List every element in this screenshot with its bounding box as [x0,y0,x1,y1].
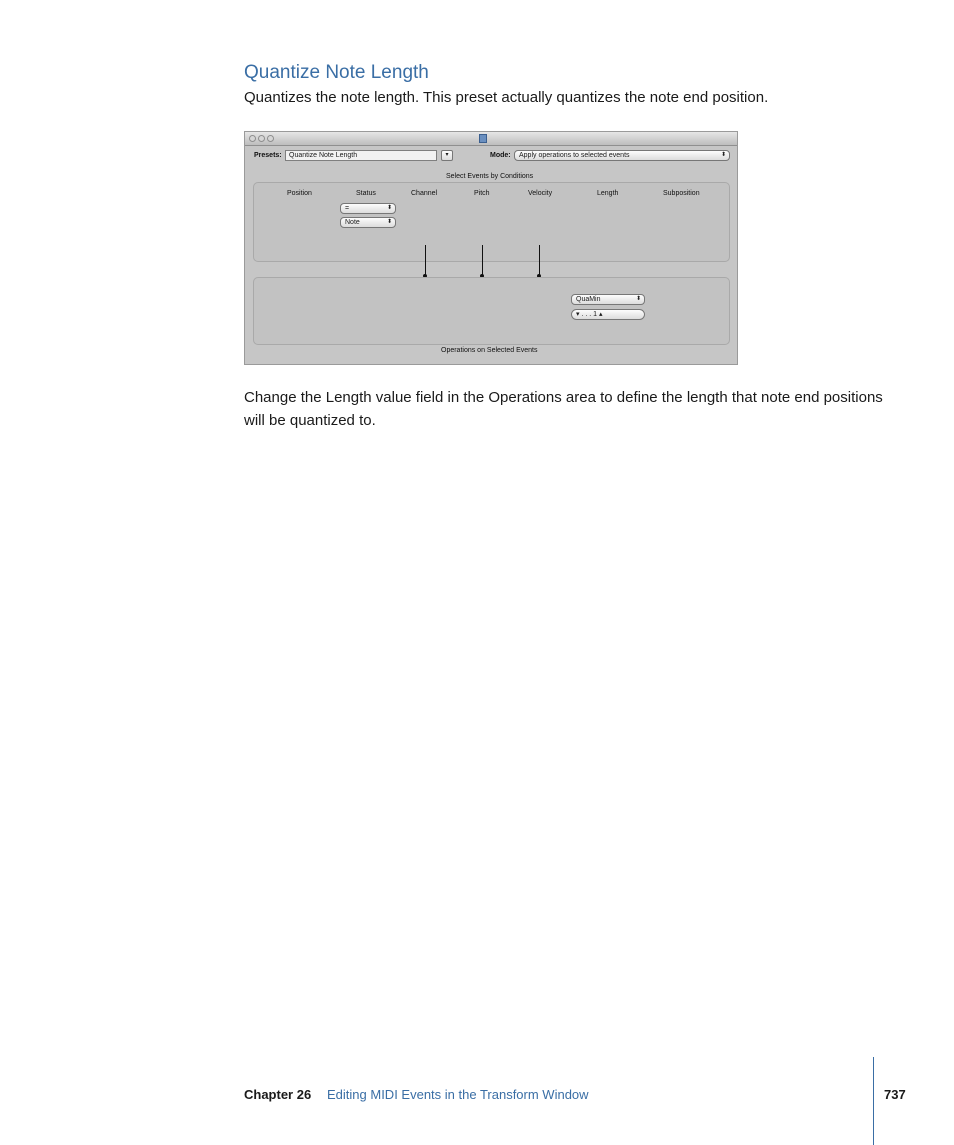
footer-chapter-title: Editing MIDI Events in the Transform Window [327,1087,589,1102]
column-channel: Channel [411,190,438,197]
length-operation-value: QuaMin [576,296,601,303]
status-condition-value: = [345,205,350,212]
column-pitch: Pitch [474,190,490,197]
column-subposition: Subposition [663,190,700,197]
status-value-popup[interactable] [340,217,396,228]
mode-popup[interactable] [514,150,730,161]
preset-menu-button[interactable]: ▾ [441,150,453,161]
column-length: Length [597,190,619,197]
status-value: Note [345,219,360,226]
length-operation-popup[interactable] [571,294,645,305]
section-title: Quantize Note Length [244,62,429,83]
body-paragraph: Change the Length value field in the Operations area to define the length that note end positions will be quantized to. [244,389,883,429]
zoom-window-button[interactable] [267,135,274,142]
transform-window-screenshot [244,131,738,365]
mode-popup-value: Apply operations to selected events [519,152,630,159]
operations-panel [253,277,730,345]
up-down-arrows-icon: ⬍ [386,205,392,211]
preset-name-field[interactable]: Quantize Note Length [285,150,437,161]
window-title-bar[interactable] [245,132,737,146]
up-down-arrows-icon: ⬍ [635,296,641,302]
page-number: 737 [884,1087,906,1102]
window-proxy-icon [479,134,487,143]
select-events-heading: Select Events by Conditions [446,173,534,180]
minimize-window-button[interactable] [258,135,265,142]
up-down-arrows-icon: ⬍ [720,152,726,158]
column-position: Position [287,190,312,197]
footer-chapter: Chapter 26 [244,1087,312,1102]
column-status: Status [356,190,376,197]
close-window-button[interactable] [249,135,256,142]
presets-label: Presets: [254,152,282,159]
length-value-field[interactable]: ▾ . . . 1 ▴ [571,309,645,320]
conditions-panel [253,182,730,262]
section-intro: Quantizes the note length. This preset actually quantizes the note end position. [244,89,769,106]
mode-label: Mode: [490,152,511,159]
column-velocity: Velocity [528,190,553,197]
operations-heading: Operations on Selected Events [441,347,538,354]
status-condition-popup[interactable] [340,203,396,214]
up-down-arrows-icon: ⬍ [386,219,392,225]
footer-divider [873,1057,874,1145]
